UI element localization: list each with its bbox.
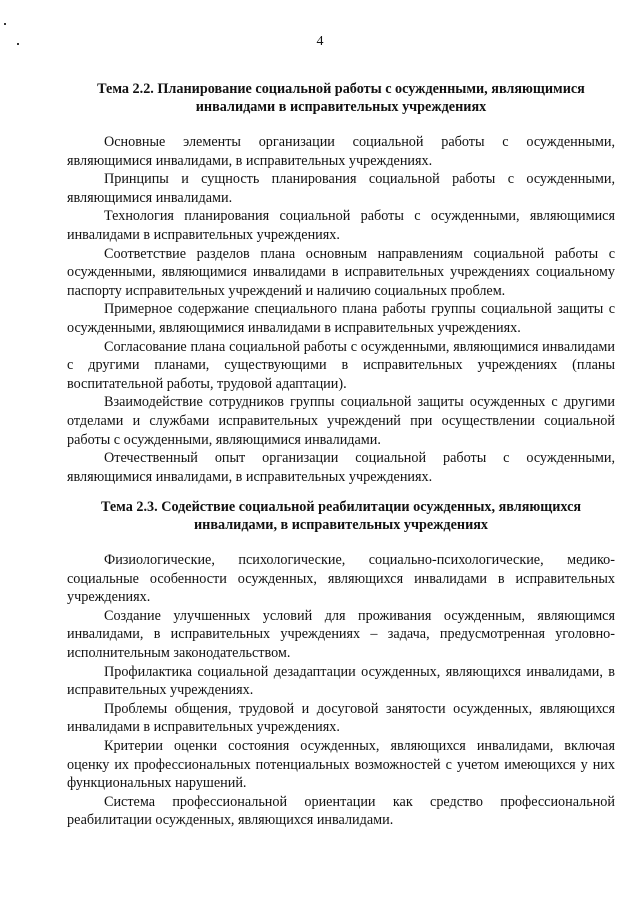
page-number: 4: [316, 34, 324, 49]
section-body: [67, 133, 615, 486]
section-body: [67, 551, 615, 830]
paragraph: Система профессиональной ориентации как средство профессиональной реабилитации осужденных, являющихся инвалидами.: [67, 793, 615, 829]
paragraph: Взаимодействие сотрудников группы социальной защиты осужденных с другими отделами и службами исправительных учреждений при осуществлении социальной работы с осужденными, являющимися инвалидами.: [67, 394, 615, 448]
paragraph: Принципы и сущность планирования социальной работы с осужденными, являющимися инвалидами.: [67, 171, 615, 206]
paragraph: Основные элементы организации социальной работы с осужденными, являющимися инвалидами, в исправительных учреждениях.: [67, 134, 615, 169]
paragraph: Профилактика социальной дезадаптации осужденных, являющихся инвалидами, в исправительных учреждениях.: [67, 663, 615, 699]
section-heading: Тема 2.3. Содействие социальной реабилитации осужденных, являющихся инвалидами, в исправительных учреждениях: [100, 499, 582, 533]
paragraph: Примерное содержание специального плана работы группы социальной защиты с осужденными, являющимися инвалидами в исправительных учреждениях.: [67, 301, 615, 336]
section-topic-2-2: [67, 80, 615, 486]
paragraph: Соответствие разделов плана основным направлениям социальной работы с осужденными, являющимися инвалидами в исправительных учреждениях социальному паспорту исправительных учреждений и наличию социальных проблем.: [67, 245, 615, 299]
paragraph: Критерии оценки состояния осужденных, являющихся инвалидами, включая оценку их профессиональных потенциальных возможностей с учетом имеющихся у них функциональных нарушений.: [67, 737, 615, 792]
paragraph: Физиологические, психологические, социально-психологические, медико-социальные особенности осужденных, являющихся инвалидами в исправительных учреждениях.: [67, 552, 615, 606]
paragraph: Отечественный опыт организации социальной работы с осужденными, являющимися инвалидами, в исправительных учреждениях.: [67, 450, 615, 485]
paragraph: Технология планирования социальной работы с осужденными, являющимися инвалидами в исправительных учреждениях.: [67, 208, 615, 243]
section-topic-2-3: [67, 498, 615, 830]
paragraph: Проблемы общения, трудовой и досуговой занятости осужденных, являющихся инвалидами в исправительных учреждениях.: [67, 700, 615, 736]
section-heading: Тема 2.2. Планирование социальной работы с осужденными, являющимися инвалидами в исправительных учреждениях: [97, 81, 585, 115]
scan-speck: [4, 23, 6, 25]
paragraph: Создание улучшенных условий для проживания осужденным, являющимся инвалидами, в исправительных учреждениях – задача, предусмотренная уголовно-исполнительным законодательством.: [67, 607, 615, 661]
paragraph: Согласование плана социальной работы с осужденными, являющимися инвалидами с другими планами, существующими в исправительных учреждениях (планы воспитательной работы, трудовой адаптации).: [67, 338, 615, 392]
